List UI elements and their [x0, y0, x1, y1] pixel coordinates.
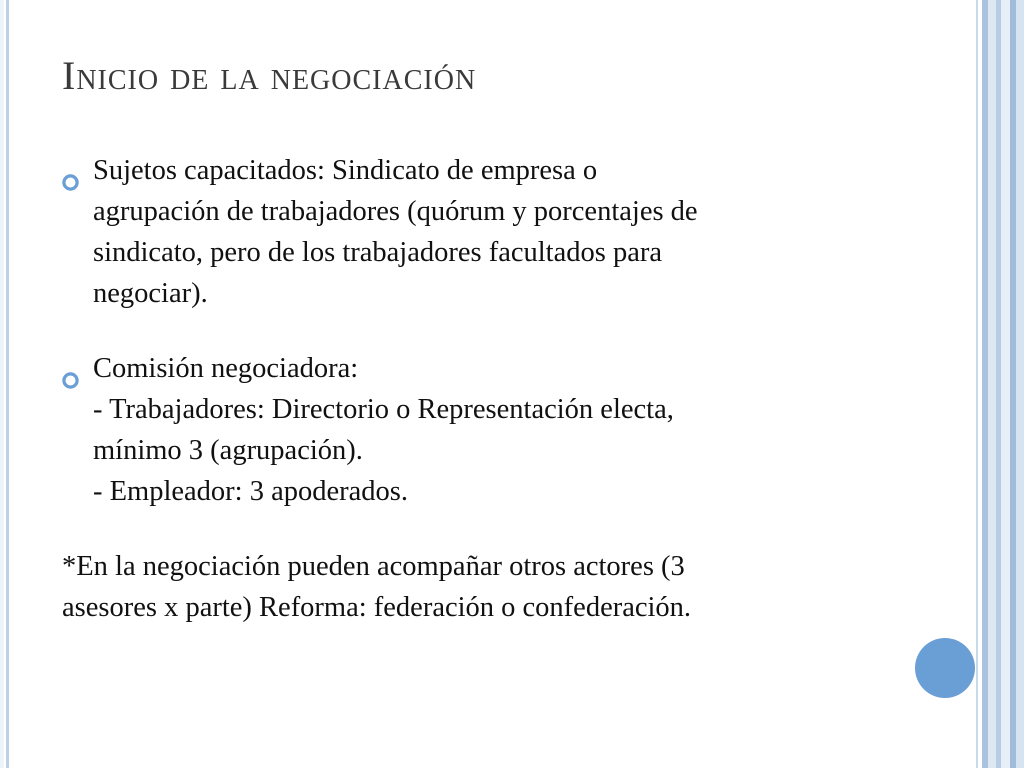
right-stripe	[988, 0, 996, 768]
slide-title: Inicio de la negociación	[62, 53, 477, 98]
bullet-line: - Empleador: 3 apoderados.	[93, 476, 408, 507]
spacer	[62, 314, 962, 348]
bullet-line: agrupación de trabajadores (quórum y porcentajes de	[93, 196, 698, 227]
left-border	[6, 0, 9, 768]
bullet-item-1	[62, 150, 962, 314]
bullet-item-2	[62, 348, 962, 512]
bullet-line: sindicato, pero de los trabajadores facultados para	[93, 237, 662, 268]
bullet-line: mínimo 3 (agrupación).	[93, 435, 363, 466]
bullet-ring-icon	[62, 162, 79, 179]
right-stripe	[976, 0, 978, 768]
decorative-circle	[915, 638, 975, 698]
footnote-line: asesores x parte) Reforma: federación o confederación.	[62, 592, 692, 623]
bullet-line: - Trabajadores: Directorio o Representación electa,	[93, 394, 674, 425]
bullet-ring-icon	[62, 360, 79, 377]
bullet-line: Sujetos capacitados: Sindicato de empresa o	[93, 155, 598, 186]
footnote	[62, 546, 962, 628]
right-stripe	[1016, 0, 1024, 768]
right-stripe	[1001, 0, 1010, 768]
spacer	[62, 512, 962, 546]
slide-content	[62, 150, 962, 628]
bullet-line: negociar).	[93, 278, 208, 309]
bullet-line: Comisión negociadora:	[93, 353, 359, 384]
left-border-outer	[0, 0, 4, 768]
footnote-line: *En la negociación pueden acompañar otros actores (3	[62, 551, 685, 582]
